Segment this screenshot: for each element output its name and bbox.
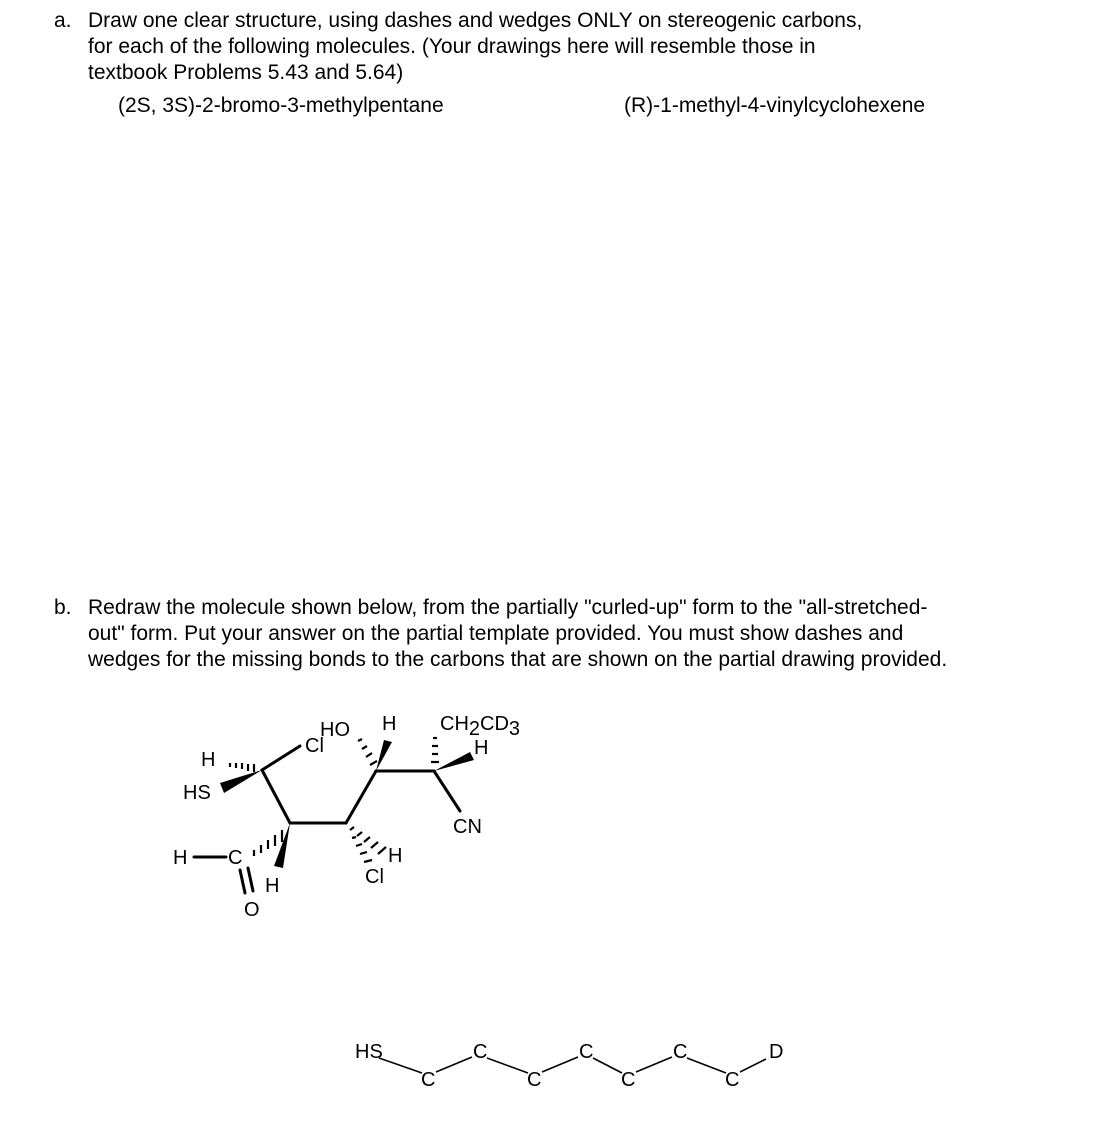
template-label-c2: C xyxy=(473,1041,488,1063)
template-label-c1: C xyxy=(421,1069,436,1091)
label-h-wedge-bottom: H xyxy=(265,875,280,897)
template-bond-8 xyxy=(740,1059,766,1072)
molecule-name-1: (2S, 3S)-2-bromo-3-methylpentane xyxy=(118,94,444,117)
part-b-line-1: Redraw the molecule shown below, from the partially "curled-up" form to the "all-stretched- xyxy=(88,596,928,619)
label-ho: HO xyxy=(320,719,350,741)
template-bond-6 xyxy=(636,1057,672,1072)
part-a-marker: a. xyxy=(54,9,72,32)
label-h-dash-upper-left: H xyxy=(201,749,216,771)
label-cn: CN xyxy=(453,816,482,838)
label-ch2cd3: CH2CD3 xyxy=(440,713,521,740)
template-bond-7 xyxy=(687,1058,726,1073)
label-h-right: H xyxy=(474,737,489,759)
template-bond-3 xyxy=(487,1058,528,1073)
template-label-c4: C xyxy=(579,1041,594,1063)
part-b-line-2: out" form. Put your answer on the partial template provided. You must show dashes and xyxy=(88,622,904,645)
template-label-c6: C xyxy=(673,1041,688,1063)
part-b-line-3: wedges for the missing bonds to the carbons that are shown on the partial drawing provided. xyxy=(88,648,948,671)
template-label-c3: C xyxy=(527,1069,542,1091)
label-h-aldehyde: H xyxy=(173,847,188,869)
part-a-line-1: Draw one clear structure, using dashes and wedges ONLY on stereogenic carbons, xyxy=(88,9,863,32)
template-label-c7: C xyxy=(725,1069,740,1091)
template-bond-5 xyxy=(593,1058,622,1073)
template-label-d: D xyxy=(769,1041,784,1063)
part-a-line-2: for each of the following molecules. (Your drawings here will resemble those in xyxy=(88,35,816,58)
label-o-aldehyde: O xyxy=(244,899,260,921)
molecule-name-2: (R)-1-methyl-4-vinylcyclohexene xyxy=(624,94,926,117)
template-label-hs: HS xyxy=(355,1041,383,1063)
template-bond-1 xyxy=(379,1058,422,1073)
label-cl-bottom: Cl xyxy=(365,866,384,888)
label-cl-top: Cl xyxy=(305,735,324,757)
template-bond-2 xyxy=(436,1057,472,1072)
label-h-top: H xyxy=(382,713,397,735)
label-hs: HS xyxy=(183,782,211,804)
part-a-line-3: textbook Problems 5.43 and 5.64) xyxy=(88,61,404,84)
template-bond-4 xyxy=(542,1057,578,1072)
label-c-aldehyde: C xyxy=(228,847,243,869)
template-label-c5: C xyxy=(621,1069,636,1091)
label-h-dash-lower: H xyxy=(388,845,403,867)
part-b-marker: b. xyxy=(54,596,72,619)
